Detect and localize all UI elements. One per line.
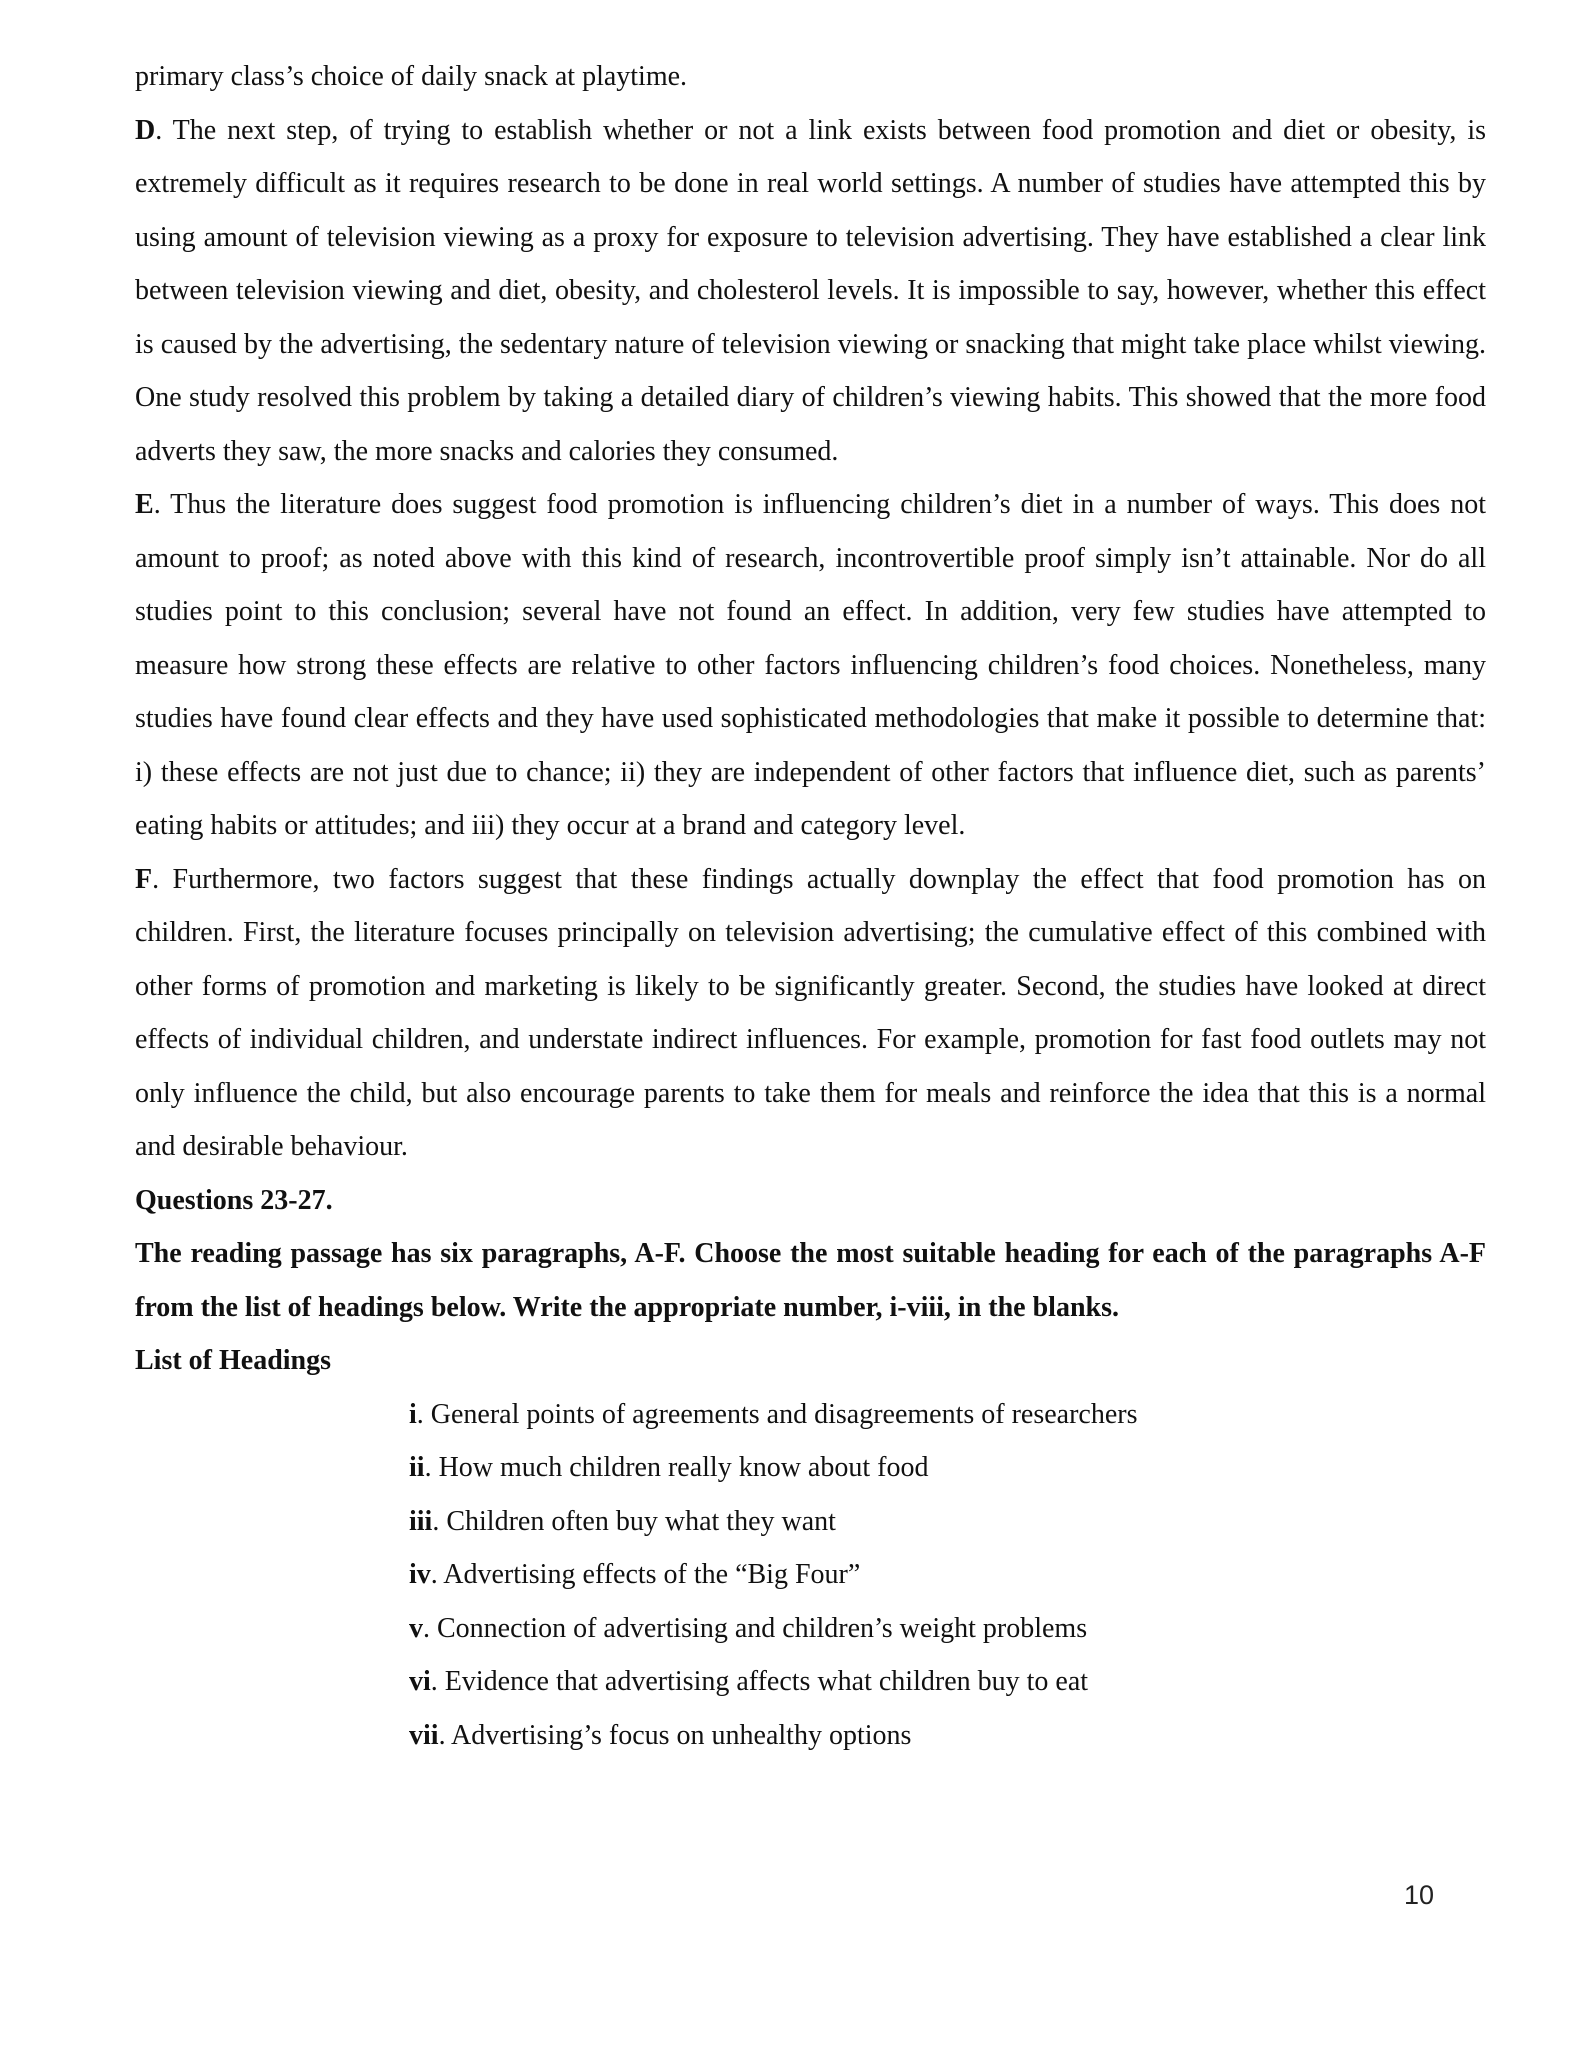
paragraph-d — [135, 104, 1486, 479]
heading-text: . Advertising effects of the “Big Four” — [430, 1559, 861, 1590]
heading-item — [409, 1495, 1486, 1549]
heading-number: ii — [409, 1452, 425, 1483]
paragraph-text: . Furthermore, two factors suggest that these findings actually downplay the effect that food promotion has on children. First, the literature focuses principally on television advertising; the cumulative effect of this combined with other forms of promotion and marketing is likely to be significantly greater. Second, the studies have looked at direct effects of individual children, and understate indirect influences. For example, promotion for fast food outlets may not only influence the child, but also encourage parents to take them for meals and reinforce the idea that this is a normal and desirable behaviour. — [135, 863, 1486, 1162]
heading-number: i — [409, 1398, 417, 1430]
heading-item — [409, 1655, 1486, 1709]
page-content — [135, 50, 1486, 1762]
heading-item — [409, 1602, 1486, 1656]
heading-text: . Connection of advertising and children’s weight problems — [423, 1612, 1088, 1644]
heading-text: . Children often buy what they want — [432, 1505, 836, 1537]
paragraph-letter: F — [135, 863, 153, 895]
paragraph-f — [135, 853, 1486, 1174]
heading-item — [409, 1388, 1486, 1442]
heading-number: vii — [409, 1719, 439, 1751]
heading-text: . General points of agreements and disagreements of researchers — [416, 1398, 1138, 1430]
heading-text: . How much children really know about food — [424, 1452, 929, 1483]
headings-list — [409, 1388, 1486, 1763]
paragraph-text: . The next step, of trying to establish whether or not a link exists between food promotion and diet or obesity, is extremely difficult as it requires research to be done in real world settings. A number of studies have attempted this by using amount of television viewing as a proxy for exposure to television advertising. They have established a clear link between television viewing and diet, obesity, and cholesterol levels. It is impossible to say, however, whether this effect is caused by the advertising, the sedentary nature of television viewing or snacking that might take place whilst viewing. One study resolved this problem by taking a detailed diary of children’s viewing habits. This showed that the more food adverts they saw, the more snacks and calories they consumed. — [135, 114, 1486, 467]
heading-number: vi — [409, 1666, 431, 1697]
list-of-headings-title: List of Headings — [135, 1345, 332, 1376]
heading-number: v — [409, 1612, 423, 1644]
heading-item — [409, 1548, 1486, 1602]
paragraph-letter: E — [135, 489, 154, 520]
paragraph-c-continuation — [135, 50, 1486, 104]
page-number: 10 — [1404, 1880, 1435, 1910]
questions-instruction: The reading passage has six paragraphs, A-F. Choose the most suitable heading for each of the paragraphs A-F from the list of headings below. Write the appropriate number, i-viii, in the blanks. — [135, 1238, 1486, 1323]
heading-number: iii — [409, 1505, 433, 1537]
heading-text: . Evidence that advertising affects what children buy to eat — [430, 1666, 1089, 1697]
paragraph-e — [135, 478, 1486, 853]
heading-item — [409, 1441, 1486, 1495]
paragraph-text: . Thus the literature does suggest food promotion is influencing children’s diet in a number of ways. This does not amount to proof; as noted above with this kind of research, incontrovertible proof simply isn’t attainable. Nor do all studies point to this conclusion; several have not found an effect. In addition, very few studies have attempted to measure how strong these effects are relative to other factors influencing children’s food choices. Nonetheless, many studies have found clear effects and they have used sophisticated methodologies that make it possible to determine that: i) these effects are not just due to chance; ii) they are independent of other factors that influence diet, such as parents’ eating habits or attitudes; and iii) they occur at a brand and category level. — [135, 489, 1486, 841]
paragraph-text: primary class’s choice of daily snack at playtime. — [135, 61, 688, 92]
heading-number: iv — [409, 1559, 431, 1590]
heading-item — [409, 1709, 1486, 1763]
heading-text: . Advertising’s focus on unhealthy options — [438, 1719, 912, 1751]
questions-title: Questions 23-27. — [135, 1184, 333, 1216]
paragraph-letter: D — [135, 114, 156, 146]
